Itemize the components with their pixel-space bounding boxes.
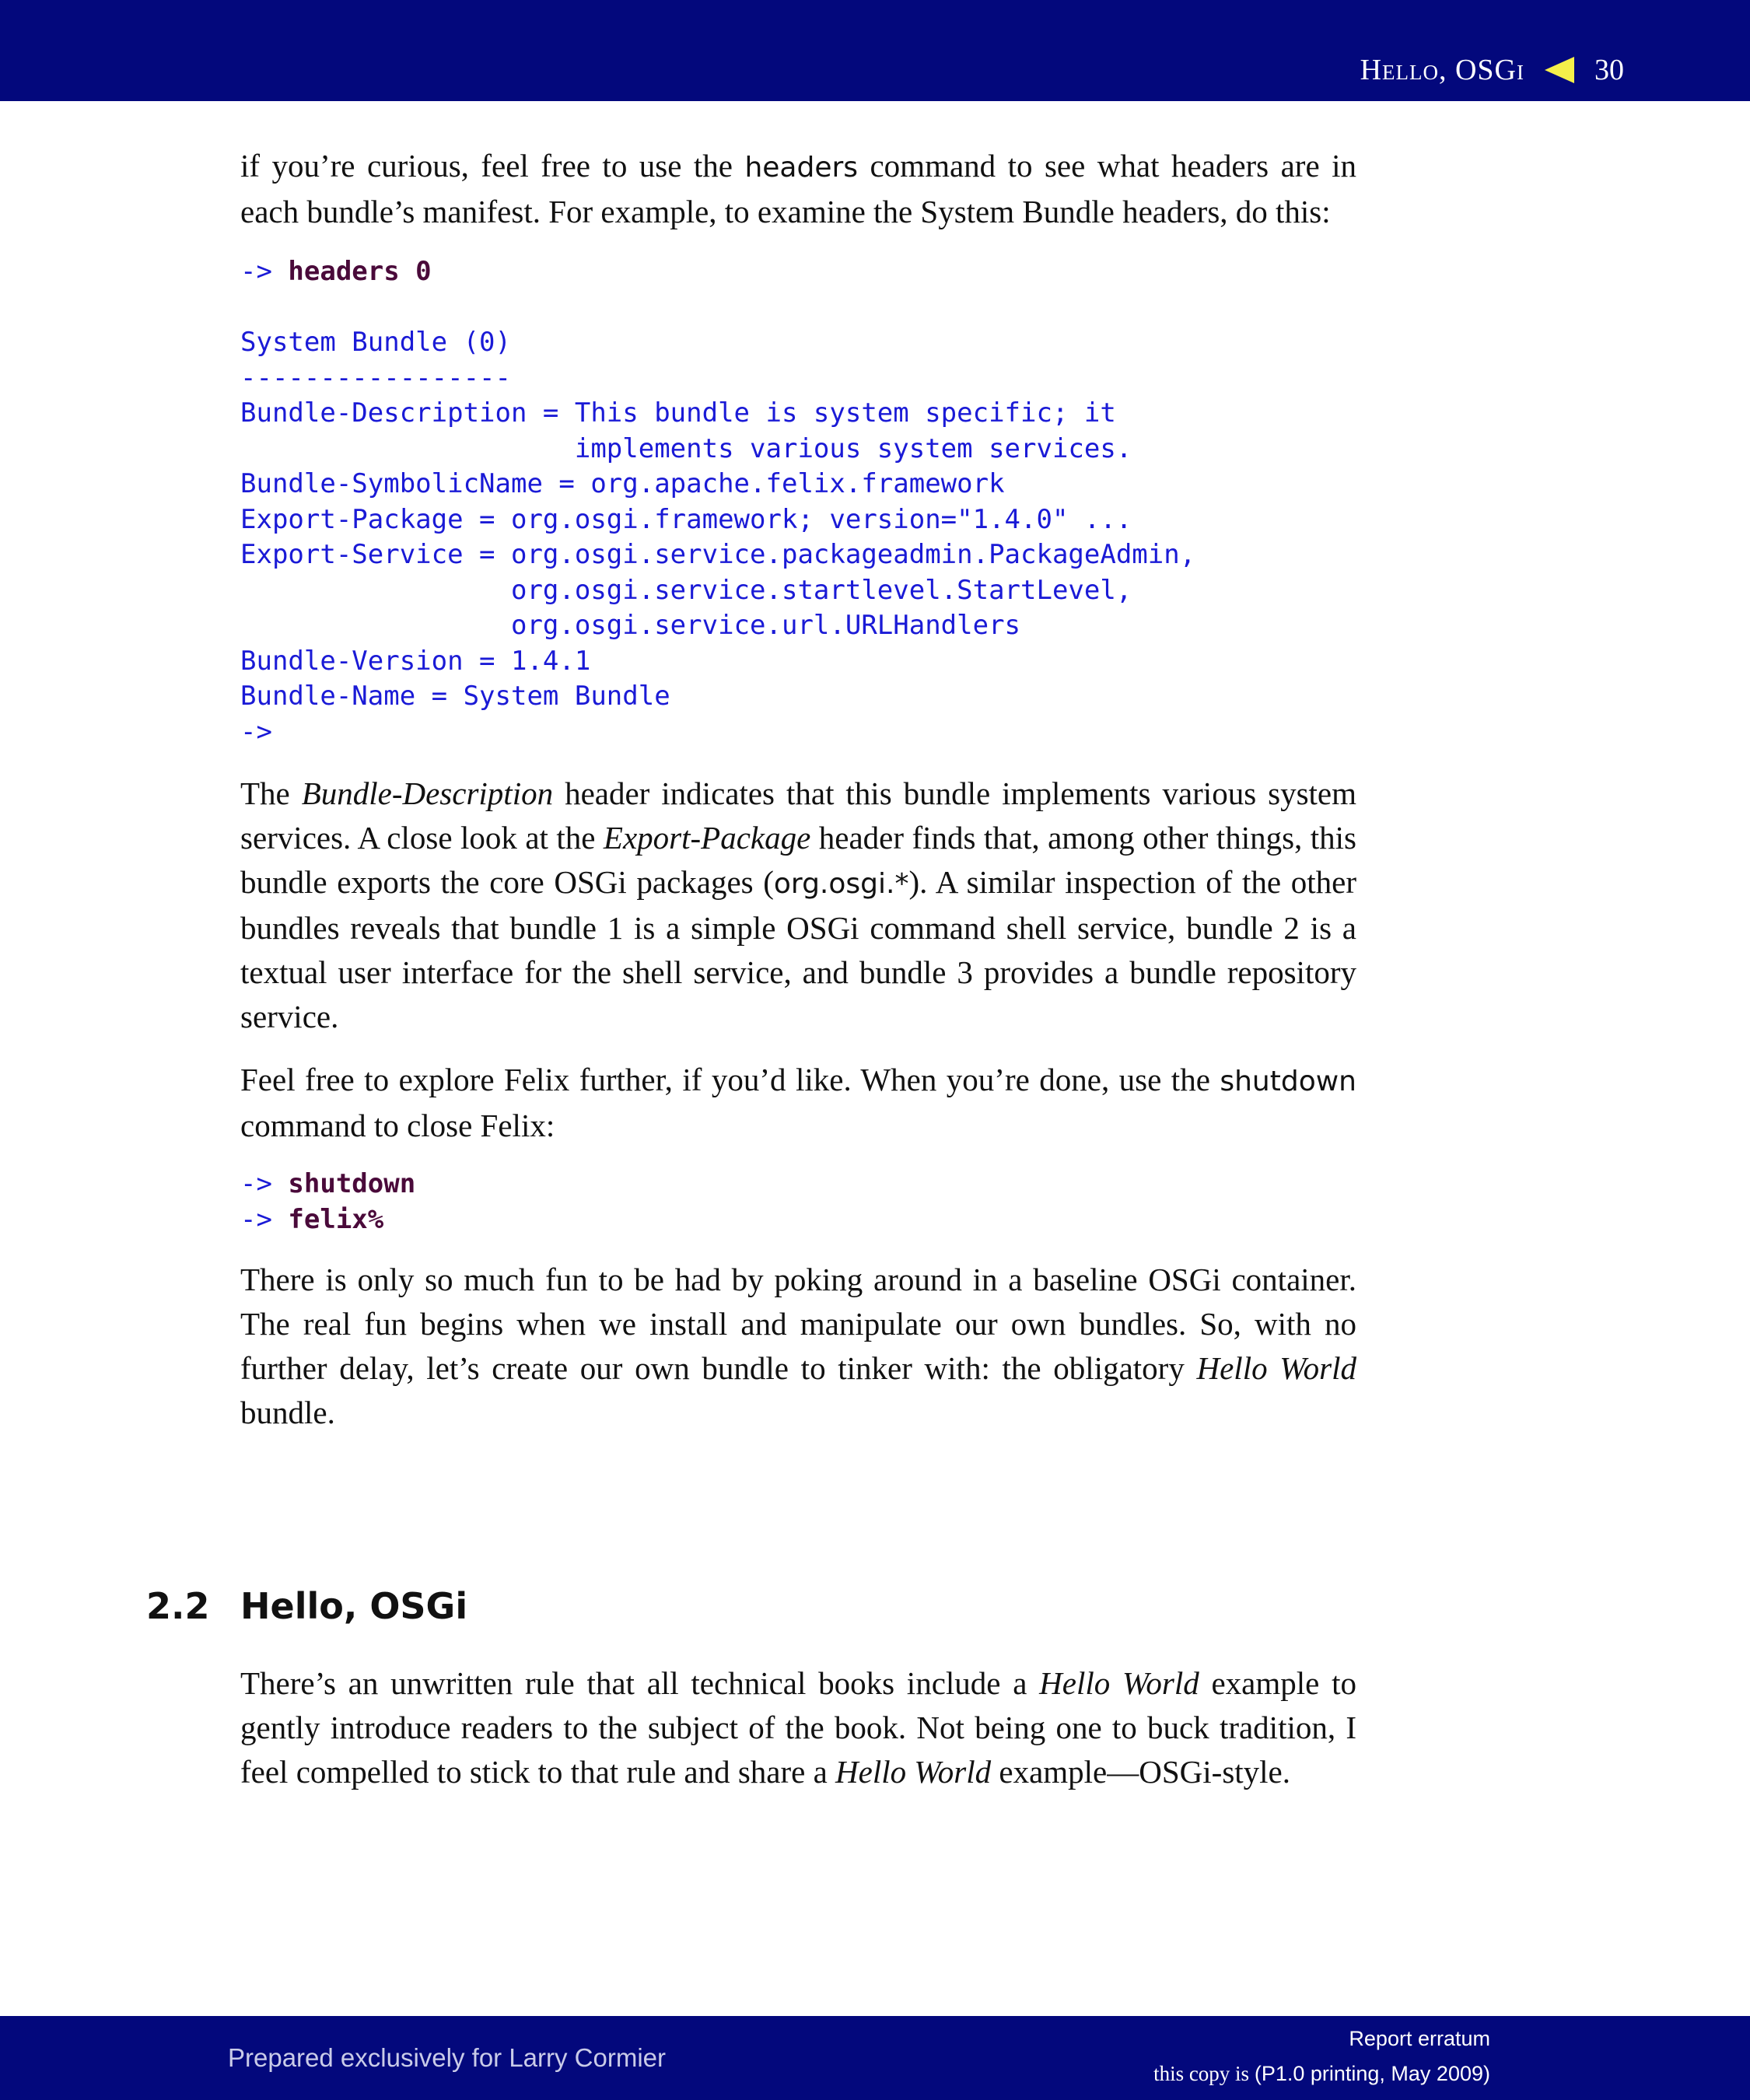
paragraph-unwritten-rule: There’s an unwritten rule that all technical books include a Hello World example to gently introduce readers to the subject of the book. Not being one to buck tradition, I feel compelled to stick to that rule and share a Hello World example—OSGi-style. xyxy=(240,1665,1356,1790)
inline-code-org-osgi: org.osgi.* xyxy=(773,868,909,900)
page-number: 30 xyxy=(1594,54,1624,86)
printing-info: this copy is (P1.0 printing, May 2009) xyxy=(1153,2062,1490,2085)
running-header xyxy=(1360,53,1624,87)
section-content xyxy=(240,1661,1356,1794)
report-erratum-link[interactable]: Report erratum xyxy=(1349,2027,1490,2050)
page-content xyxy=(240,144,1356,1435)
section-title: Hello, OSGi xyxy=(240,1585,468,1627)
inline-code-shutdown: shutdown xyxy=(1220,1066,1356,1097)
code-block-headers: -> headers 0 xyxy=(240,256,432,287)
code-block-shutdown: -> shutdown -> felix% xyxy=(240,1168,416,1235)
section-heading xyxy=(146,1585,467,1627)
code-output-headers: System Bundle (0) ----------------- Bundle-Description = This bundle is system specific; it implements various system services. Bundle-SymbolicName = org.apache.felix.framework Export-Package = org.osgi.framework; version="1.4.0" ... Export-Service = org.osgi.service.packageadmin.PackageAdmin, org.osgi.service.startlevel.StartLevel, org.osgi.service.url.URLHandlers Bundle-Version = 1.4.1 Bundle-Name = System Bundle -> xyxy=(240,327,1196,747)
command-felix-prompt: felix% xyxy=(288,1203,384,1235)
paragraph-bundle-description: The Bundle-Description header indicates that this bundle implements various system services. A close look at the Export-Package header finds that, among other things, this bundle exports the core OSGi packages (org.osgi.*). A similar inspection of the other bundles reveals that bundle 1 is a simple OSGi command shell service, bundle 2 is a textual user interface for the shell service, and bundle 3 provides a bundle repository service. xyxy=(240,775,1357,1034)
top-banner xyxy=(0,0,1750,101)
bottom-banner xyxy=(0,2016,1750,2100)
paragraph-explore-felix: Feel free to explore Felix further, if you’d like. When you’re done, use the shutdown command to close Felix: xyxy=(240,1062,1356,1143)
previous-page-arrow-icon[interactable] xyxy=(1545,57,1574,83)
paragraph-intro: if you’re curious, feel free to use the headers command to see what headers are in each bundle’s manifest. For example, to examine the System Bundle headers, do this: xyxy=(240,148,1356,229)
command-shutdown: shutdown xyxy=(288,1168,416,1199)
section-number: 2.2 xyxy=(146,1585,210,1627)
paragraph-real-fun: There is only so much fun to be had by poking around in a baseline OSGi container. The real fun begins when we install and manipulate our own bundles. So, with no further delay, let’s create our own bundle to tinker with: the obligatory Hello World bundle. xyxy=(240,1262,1357,1430)
running-header-title: Hello, OSGi xyxy=(1360,54,1524,86)
inline-code-headers: headers xyxy=(744,152,859,184)
command-headers: headers 0 xyxy=(288,256,432,287)
prepared-for-text: Prepared exclusively for Larry Cormier xyxy=(228,2043,667,2072)
